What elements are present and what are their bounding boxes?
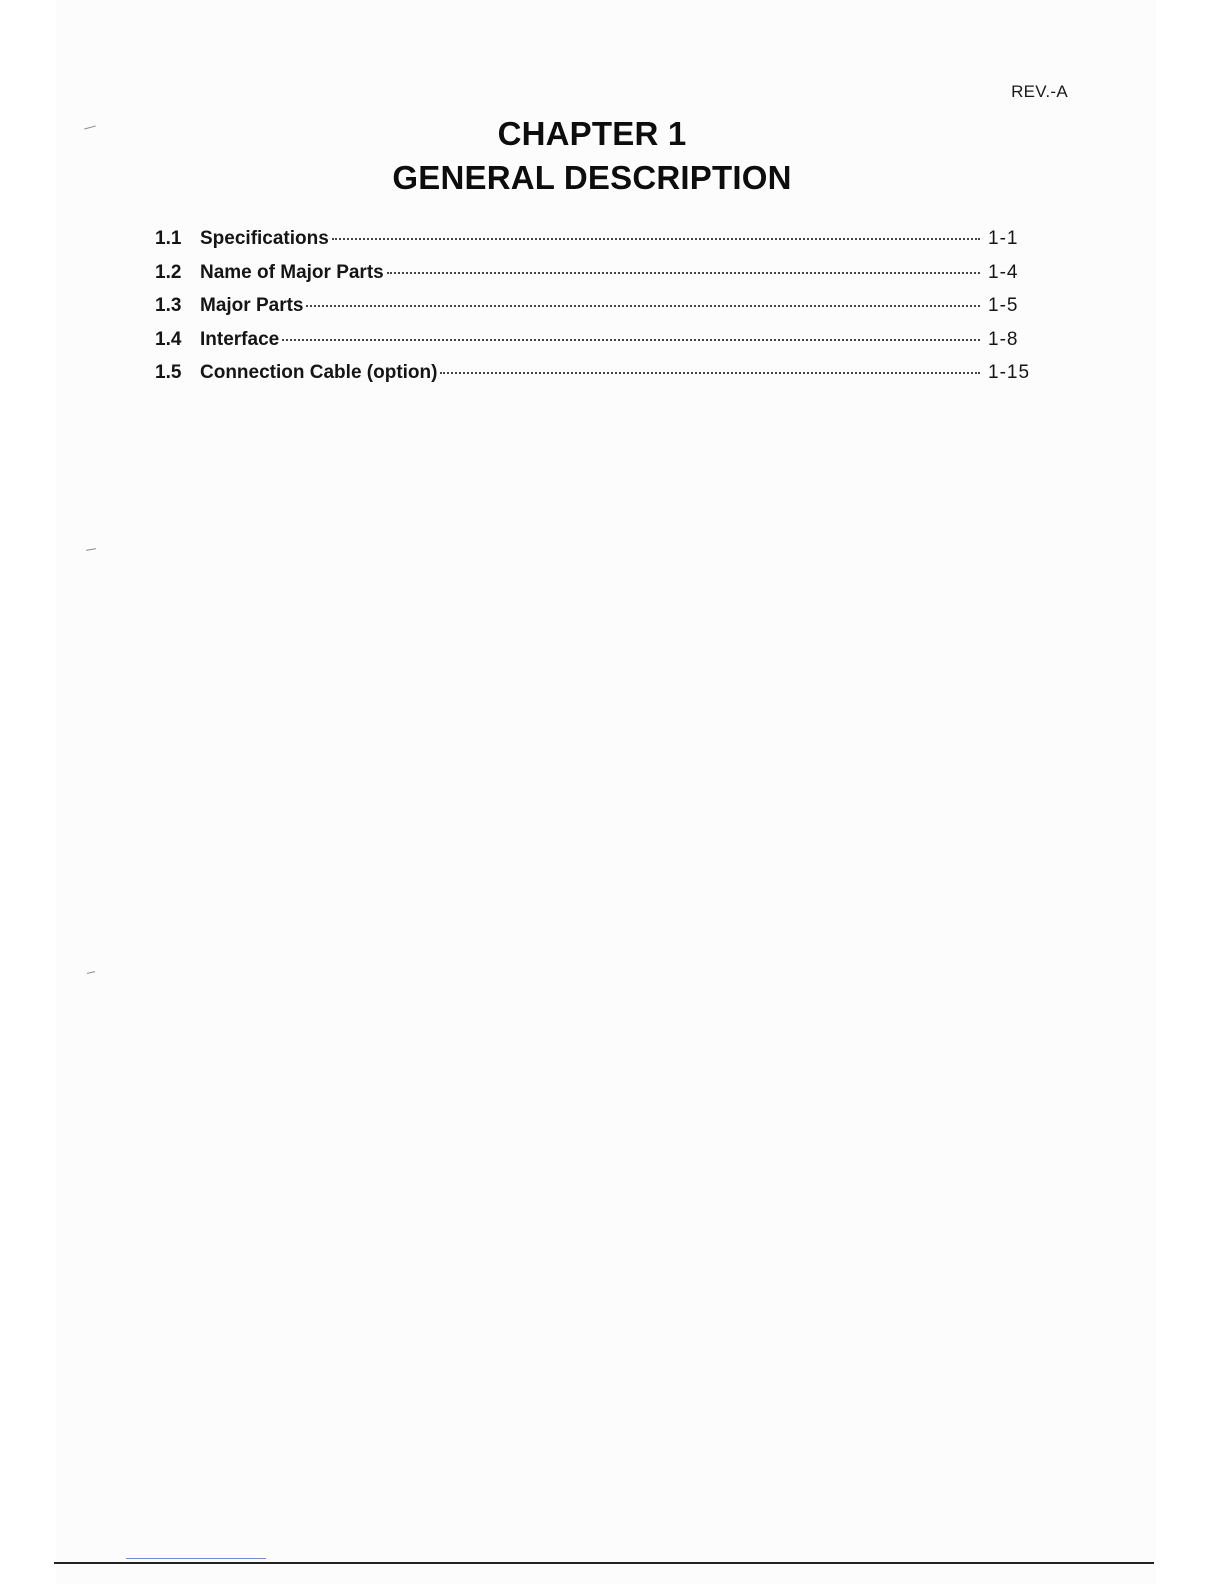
toc-entry-label: Major Parts <box>200 295 304 316</box>
toc-entry-number: 1.4 <box>155 328 182 350</box>
toc-entry-label: Name of Major Parts <box>200 261 384 283</box>
dot-leader <box>387 272 980 274</box>
revision-label: REV.-A <box>1011 82 1068 101</box>
toc-entry[interactable] <box>155 262 1035 296</box>
toc-entry[interactable] <box>155 295 1035 329</box>
toc-entry-page: 1-5 <box>988 295 1019 316</box>
dot-leader <box>306 305 980 307</box>
chapter-number: CHAPTER 1 <box>497 115 687 152</box>
scan-artifact-line <box>126 1558 266 1559</box>
toc-entry-number: 1.1 <box>155 228 182 249</box>
toc-entry-page: 1-1 <box>988 228 1019 249</box>
dot-leader <box>332 238 980 240</box>
page-bottom-rule <box>54 1562 1154 1564</box>
toc-entry-page: 1-15 <box>988 362 1031 383</box>
chapter-title: GENERAL DESCRIPTION <box>392 159 792 196</box>
toc-entry-number: 1.3 <box>155 295 182 316</box>
toc-entry-label: Specifications <box>200 228 329 249</box>
toc-entry-number: 1.2 <box>155 261 182 283</box>
dot-leader <box>282 339 980 341</box>
toc-entry[interactable] <box>155 228 1035 262</box>
table-of-contents <box>155 228 1035 396</box>
dot-leader <box>440 372 980 374</box>
toc-entry-label: Connection Cable (option) <box>200 362 438 383</box>
toc-entry[interactable] <box>155 362 1035 396</box>
chapter-heading <box>0 112 1184 200</box>
toc-entry-number: 1.5 <box>155 362 182 383</box>
toc-entry[interactable] <box>155 329 1035 363</box>
toc-entry-label: Interface <box>200 328 280 350</box>
toc-entry-page: 1-8 <box>988 328 1019 350</box>
toc-entry-page: 1-4 <box>988 261 1019 283</box>
